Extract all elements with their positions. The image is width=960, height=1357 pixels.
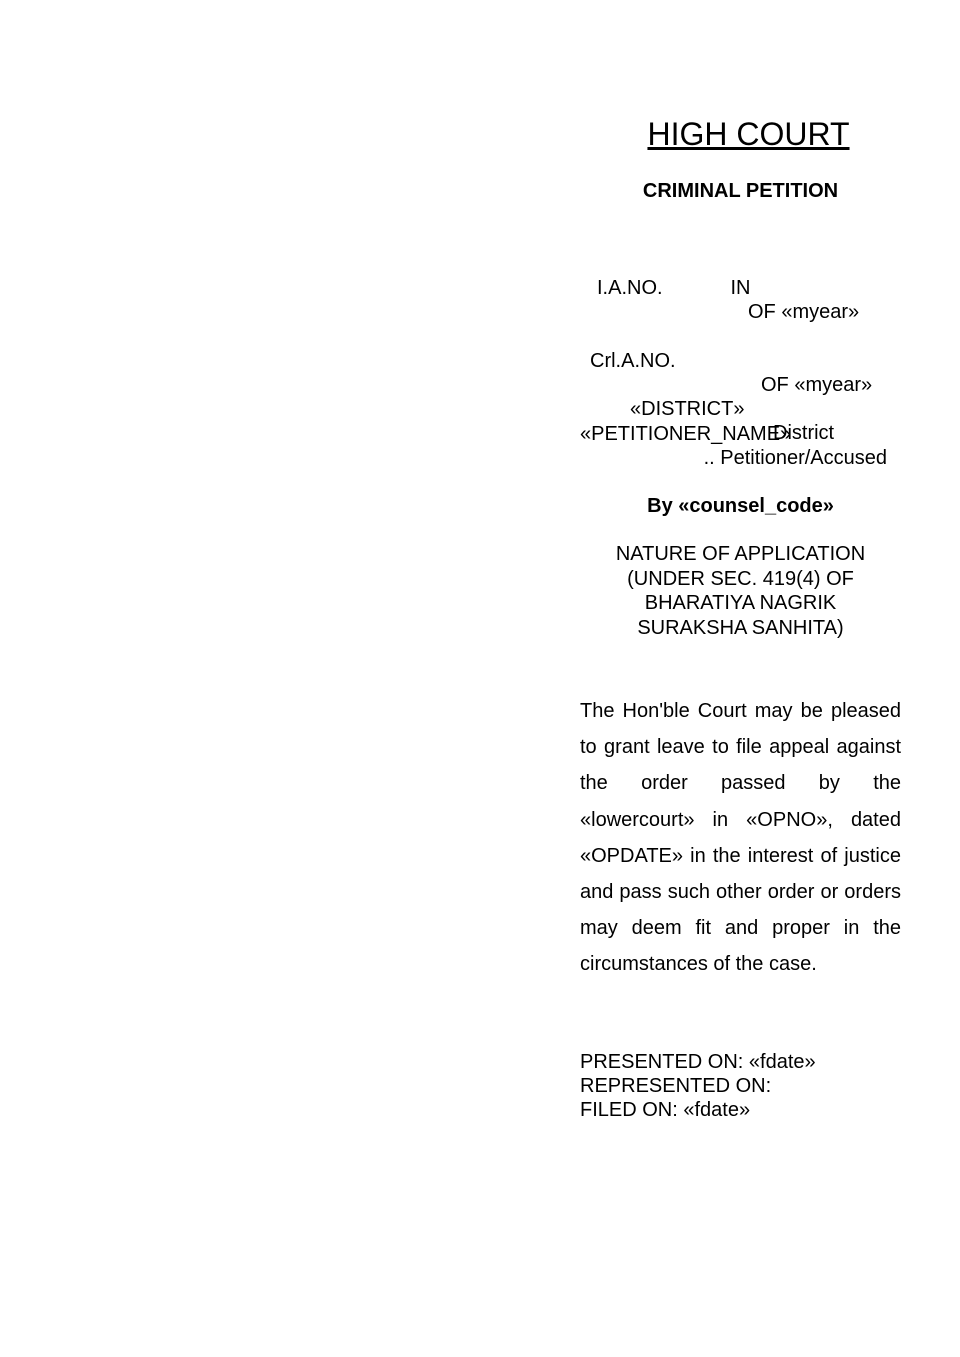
nature-line: (UNDER SEC. 419(4) OF xyxy=(627,567,854,590)
district-label: District xyxy=(773,422,835,444)
court-title: HIGH COURT xyxy=(647,116,850,152)
presented-on: PRESENTED ON: «fdate» xyxy=(580,1051,816,1073)
nature-line: NATURE OF APPLICATION xyxy=(615,543,866,565)
crl-number-label: Crl.A.NO. xyxy=(590,350,676,372)
nature-line: SURAKSHA SANHITA) xyxy=(637,616,844,639)
nature-line: BHARATIYA NAGRIK xyxy=(644,592,837,614)
petitioner-name: «PETITIONER_NAME» xyxy=(580,423,792,445)
district-field: «DISTRICT» xyxy=(630,398,745,420)
petitioner-role: .. Petitioner/Accused xyxy=(703,447,887,469)
filed-on: FILED ON: «fdate» xyxy=(580,1099,751,1121)
ia-number-label: I.A.NO. xyxy=(597,277,663,299)
represented-on: REPRESENTED ON: xyxy=(580,1075,772,1097)
prayer-paragraph: The Hon'ble Court may be pleased to grant leave to file appeal against the order passed by the «lowercourt» in «OPNO», dated «OPDATE» in the interest of justice and pass such other order or orders may deem fit and proper in the circumstances of the case. xyxy=(580,700,901,976)
ia-year-field: OF «myear» xyxy=(748,301,860,323)
filing-dates xyxy=(580,1050,901,1122)
counsel-line: By «counsel_code» xyxy=(647,495,834,517)
in-connector: IN xyxy=(730,277,751,299)
nature-of-application xyxy=(580,542,901,640)
crl-year-field: OF «myear» xyxy=(761,374,873,396)
petition-type-heading: CRIMINAL PETITION xyxy=(642,180,839,202)
